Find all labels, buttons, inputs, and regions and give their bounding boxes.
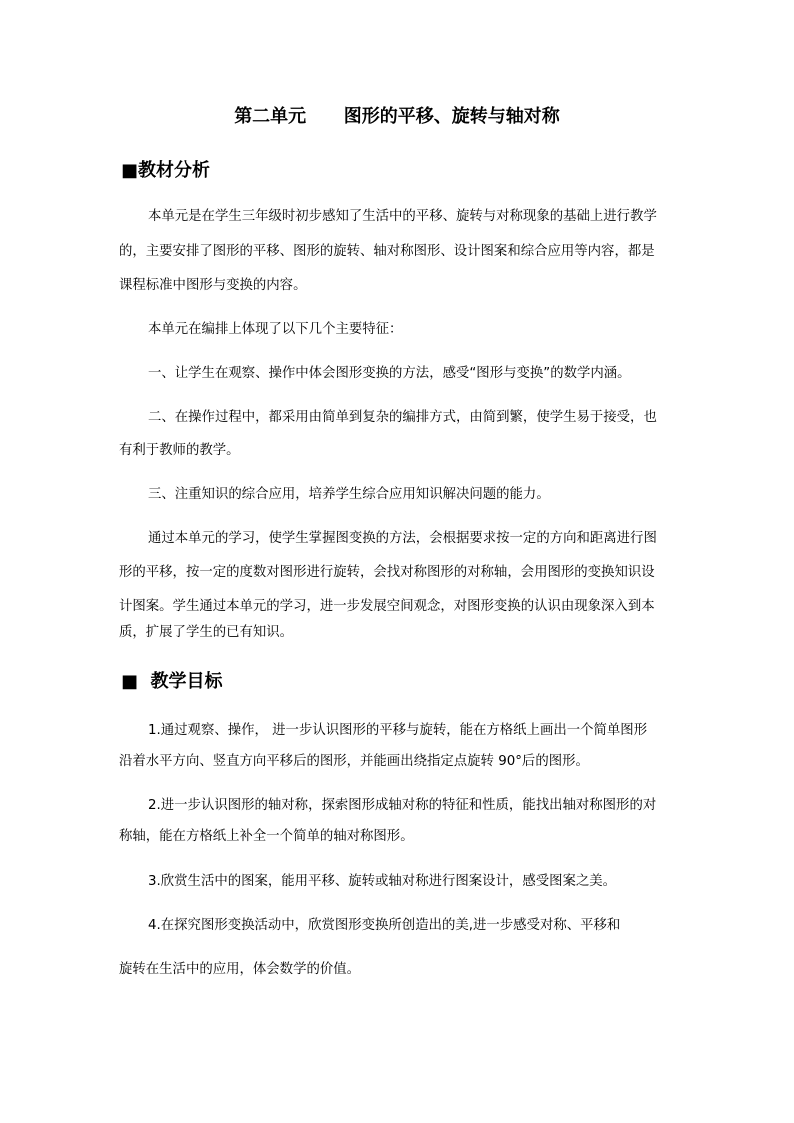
paragraph-line: 1.通过观察、操作， 进一步认识图形的平移与旋转，能在方格纸上画出一个简单图形 (148, 723, 648, 738)
paragraph-line: 一、让学生在观察、操作中体会图形变换的方法，感受“图形与变换”的数学内涵。 (148, 366, 631, 381)
paragraph-line: 课程标准中图形与变换的内容。 (119, 278, 307, 293)
paragraph-line: 沿着水平方向、竖直方向平移后的图形，并能画出绕指定点旋转 90°后的图形。 (119, 754, 589, 769)
page-title: 第二单元 图形的平移、旋转与轴对称 (234, 106, 560, 127)
paragraph-line: 2.进一步认识图形的轴对称，探索图形成轴对称的特征和性质，能找出轴对称图形的对 (148, 798, 657, 813)
paragraph-line: 3.欣赏生活中的图案，能用平移、旋转或轴对称进行图案设计，感受图案之美。 (148, 874, 617, 889)
paragraph-line: 三、注重知识的综合应用，培养学生综合应用知识解决问题的能力。 (148, 487, 550, 502)
paragraph-line: 旋转在生活中的应用，体会数学的价值。 (119, 962, 361, 977)
paragraph-line: 计图案。学生通过本单元的学习，进一步发展空间观念，对图形变换的认识由现象深入到本 (119, 599, 655, 614)
paragraph-line: 4.在探究图形变换活动中，欣赏图形变换所创造出的美,进一步感受对称、平移和 (148, 918, 621, 933)
paragraph-line: 本单元是在学生三年级时初步感知了生活中的平移、旋转与对称现象的基础上进行教学 (148, 209, 657, 224)
paragraph-line: 二、在操作过程中，都采用由简单到复杂的编排方式，由简到繁，使学生易于接受，也 (148, 410, 657, 425)
paragraph-line: 形的平移，按一定的度数对图形进行旋转，会找对称图形的对称轴，会用图形的变换知识设 (119, 565, 655, 580)
paragraph-line: 质，扩展了学生的已有知识。 (119, 625, 294, 640)
paragraph-line: 的，主要安排了图形的平移、图形的旋转、轴对称图形、设计图案和综合应用等内容，都是 (119, 244, 655, 259)
paragraph-line: 本单元在编排上体现了以下几个主要特征： (148, 322, 403, 337)
paragraph-line: 通过本单元的学习，使学生掌握图变换的方法，会根据要求按一定的方向和距离进行图 (148, 531, 657, 546)
paragraph-line: 有利于教师的教学。 (119, 443, 240, 458)
section-heading-teaching-objectives: ■ 教学目标 (121, 671, 223, 692)
section-heading-material-analysis: ■教材分析 (121, 160, 211, 181)
paragraph-line: 称轴，能在方格纸上补全一个简单的轴对称图形。 (119, 829, 414, 844)
